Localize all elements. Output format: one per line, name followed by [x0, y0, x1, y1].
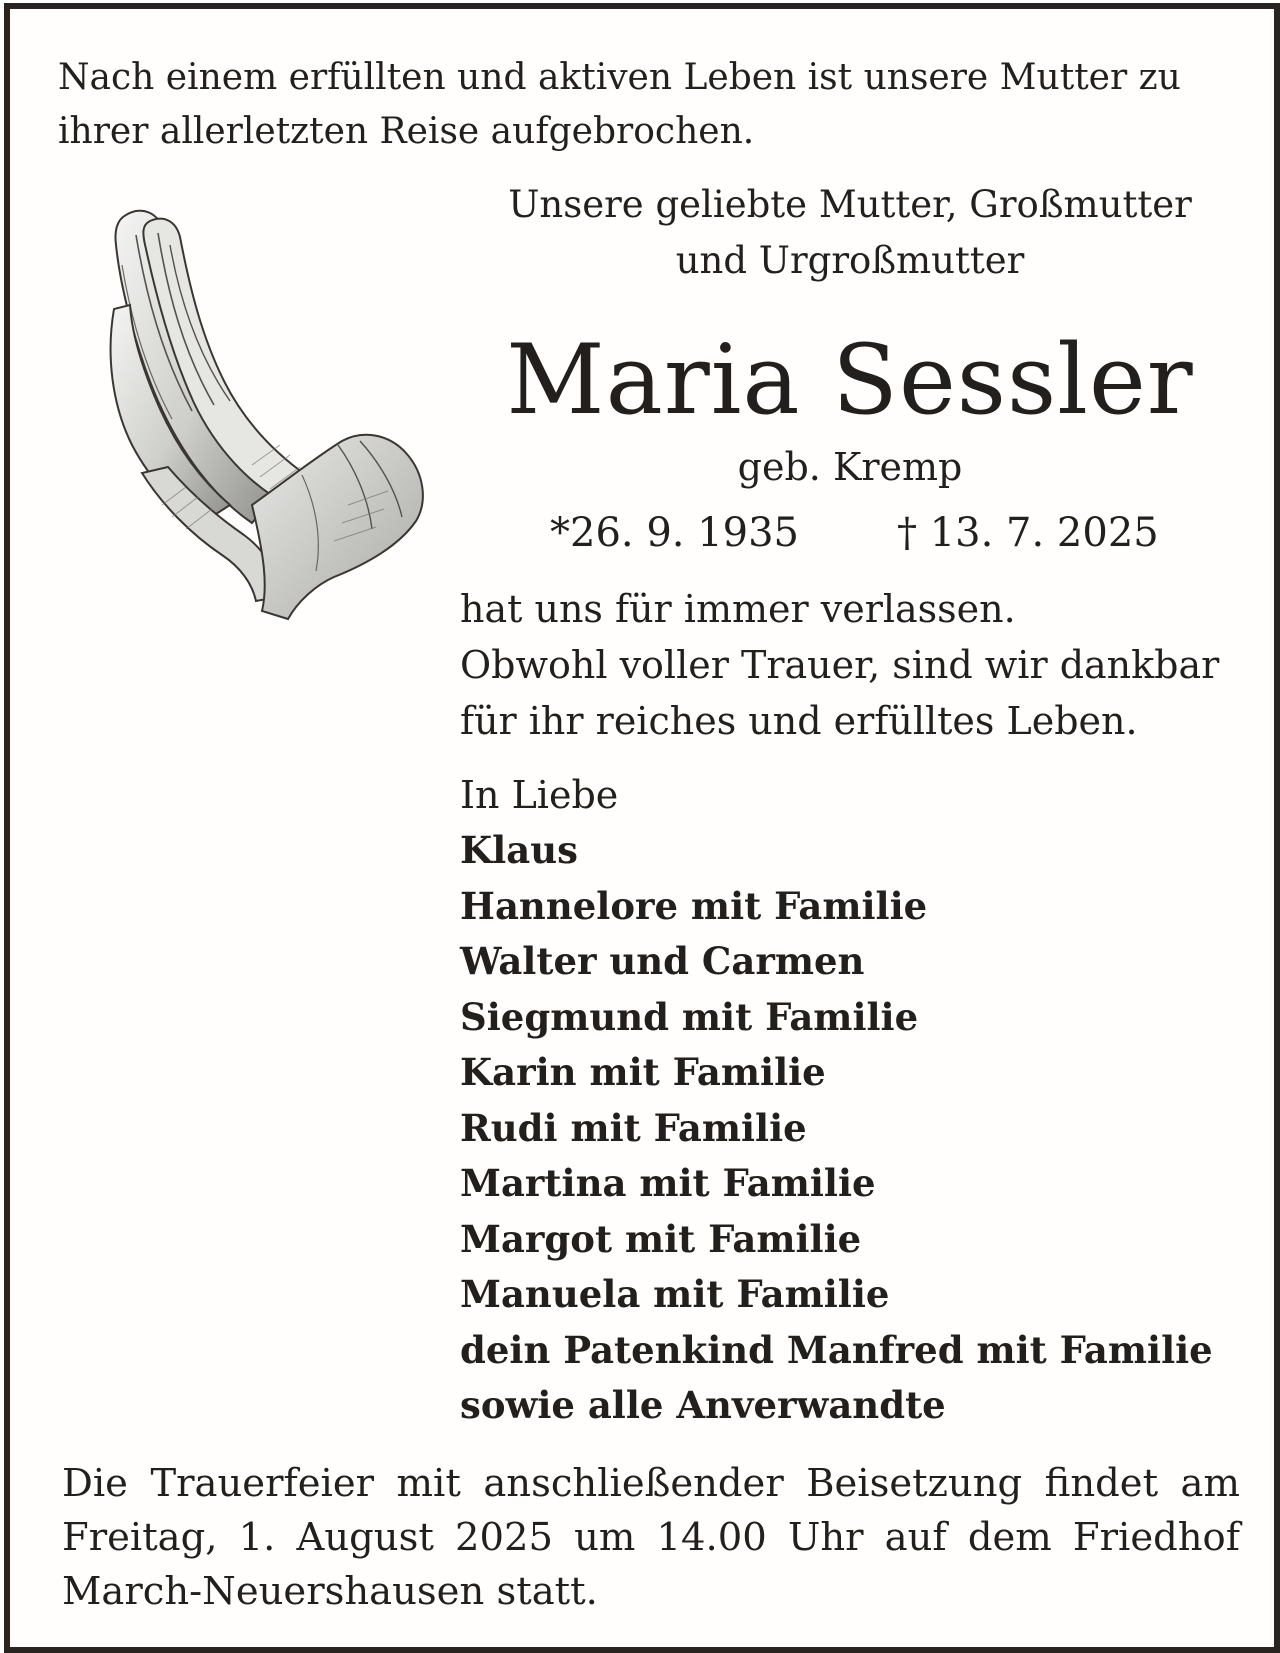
- mourner: Manuela mit Familie: [460, 1272, 890, 1316]
- mourner: Klaus: [460, 828, 578, 872]
- subtitle: [490, 177, 1210, 289]
- intro-text: Nach einem erfüllten und aktiven Leben ist unsere Mutter zu ihrer allerletzten Reise aufgebrochen.: [58, 57, 1181, 152]
- service-info: Die Trauerfeier mit anschließender Beisetzung findet am Freitag, 1. August 2025 um 14.00 Uhr auf dem Friedhof March-Neuershausen statt.: [62, 1461, 1240, 1614]
- mourner: dein Patenkind Manfred mit Familie: [460, 1327, 1213, 1372]
- mourners-list: [460, 823, 1260, 1434]
- death-date: † 13. 7. 2025: [897, 510, 1159, 556]
- mourner: Hannelore mit Familie: [460, 883, 928, 928]
- greeting: In Liebe: [460, 773, 619, 817]
- message-line-1: hat uns für immer verlassen.: [460, 587, 1016, 631]
- message: [460, 581, 1240, 749]
- mourner: Martina mit Familie: [460, 1161, 876, 1205]
- birth-date: *26. 9. 1935: [550, 510, 800, 556]
- mourner: Walter und Carmen: [460, 939, 865, 983]
- mourner: Margot mit Familie: [460, 1216, 862, 1261]
- praying-hands-icon: [102, 205, 442, 631]
- message-line-2: Obwohl voller Trauer, sind wir dankbar: [460, 643, 1220, 687]
- subtitle-line-1: Unsere geliebte Mutter, Großmutter: [508, 183, 1192, 226]
- mourner: sowie alle Anverwandte: [460, 1383, 946, 1427]
- mourner: Karin mit Familie: [460, 1050, 826, 1094]
- deceased-name: Maria Sessler: [506, 324, 1194, 436]
- maiden-name: geb. Kremp: [737, 445, 963, 489]
- subtitle-line-2: und Urgroßmutter: [675, 239, 1025, 282]
- obituary-frame: [4, 3, 1280, 1653]
- message-line-3: für ihr reiches und erfülltes Leben.: [460, 699, 1138, 743]
- mourner: Rudi mit Familie: [460, 1105, 807, 1150]
- mourner: Siegmund mit Familie: [460, 994, 919, 1039]
